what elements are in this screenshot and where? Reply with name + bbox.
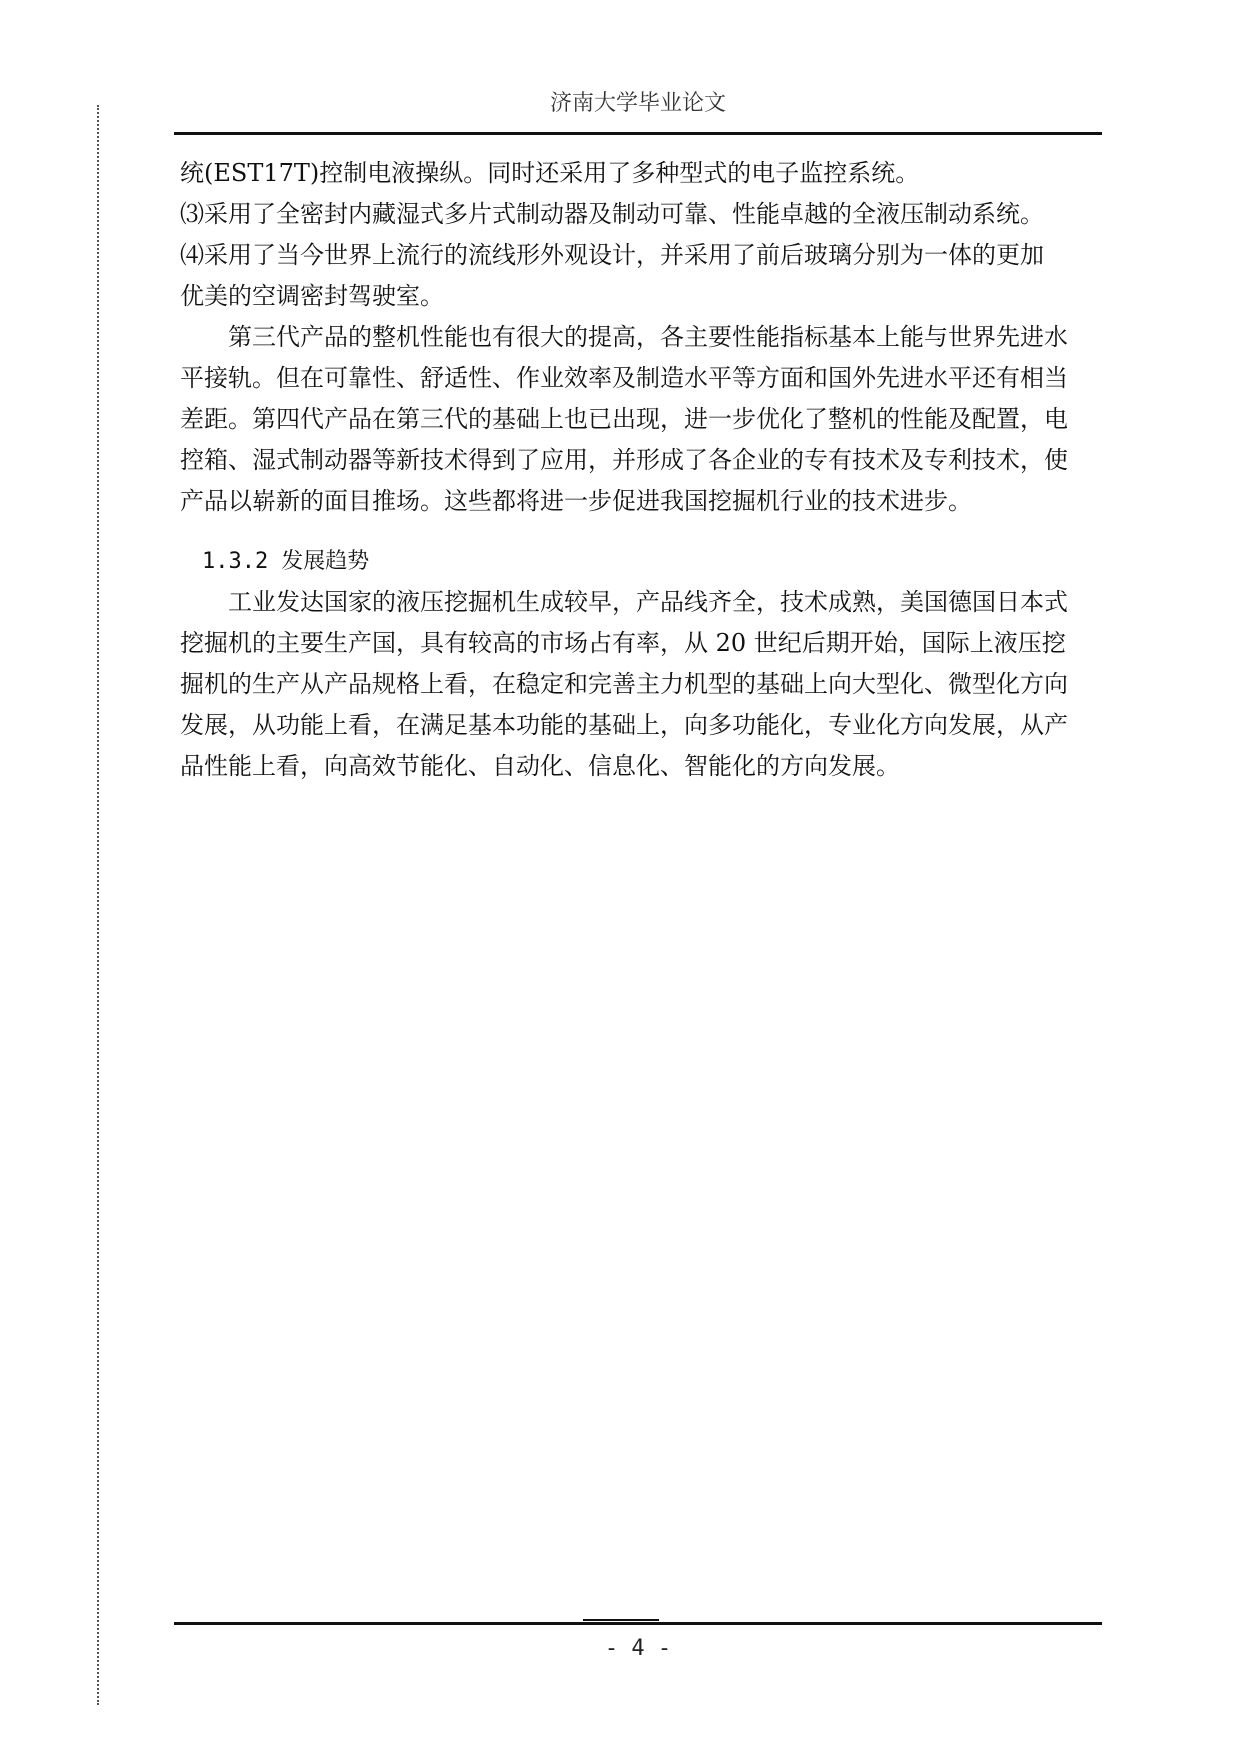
text-line: 掘机的生产从产品规格上看，在稳定和完善主力机型的基础上向大型化、微型化方向 [180,670,1068,698]
text-line: ⑷采用了当今世界上流行的流线形外观设计，并采用了前后玻璃分别为一体的更加 [180,241,1044,269]
text-line: 平接轨。但在可靠性、舒适性、作业效率及制造水平等方面和国外先进水平还有相当 [180,364,1068,392]
text-line: 品性能上看，向高效节能化、自动化、信息化、智能化的方向发展。 [180,752,900,780]
page-content [180,153,1102,787]
text-line: 产品以崭新的面目推场。这些都将进一步促进我国挖掘机行业的技术进步。 [180,487,972,515]
text-line: 挖掘机的主要生产国，具有较高的市场占有率，从 20 世纪后期开始，国际上液压挖 [180,629,1066,657]
text-line: 控箱、湿式制动器等新技术得到了应用，并形成了各企业的专有技术及专利技术，使 [180,446,1068,474]
text-line: 第三代产品的整机性能也有很大的提高，各主要性能指标基本上能与世界先进水 [228,323,1068,351]
binding-margin-line [97,105,99,1705]
paragraph-continued [180,153,1102,317]
section-heading [180,541,1102,582]
section-number: 1.3.2 [202,549,269,574]
footer-rule-accent [583,1619,659,1621]
text-line: 发展，从功能上看，在满足基本功能的基础上，向多功能化，专业化方向发展，从产 [180,711,1068,739]
text-line: 工业发达国家的液压挖掘机生成较早，产品线齐全，技术成熟，美国德国日本式 [228,588,1068,616]
section-title: 发展趋势 [281,549,370,574]
paragraph-development-trend [180,582,1102,787]
text-line: 优美的空调密封驾驶室。 [180,282,444,310]
text-line: 差距。第四代产品在第三代的基础上也已出现，进一步优化了整机的性能及配置，电 [180,405,1068,433]
page-number: - 4 - [604,1636,672,1661]
header-rule [174,132,1102,135]
running-header: 济南大学毕业论文 [549,91,726,116]
text-line: 统(EST17T)控制电液操纵。同时还采用了多种型式的电子监控系统。 [180,159,920,187]
text-line: ⑶采用了全密封内藏湿式多片式制动器及制动可靠、性能卓越的全液压制动系统。 [180,200,1044,228]
footer-rule [174,1622,1102,1625]
paragraph-third-generation [180,317,1102,522]
